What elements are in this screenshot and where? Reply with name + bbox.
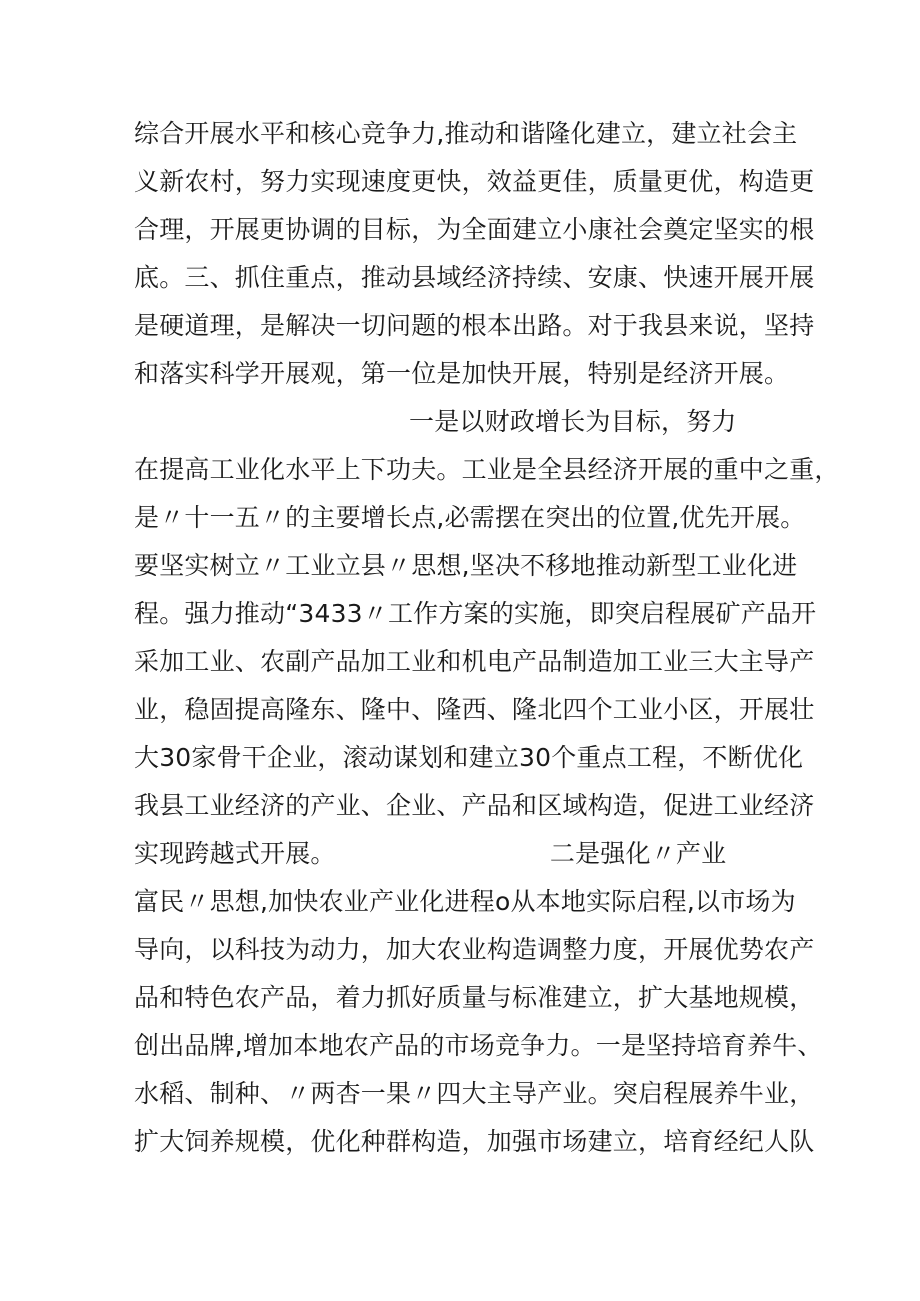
text-line: 义新农村，努力实现速度更快，效益更佳，质量更优，构造更 bbox=[134, 167, 815, 196]
text-line: 我县工业经济的产业、企业、产品和区域构造，促进工业经济 bbox=[134, 791, 815, 820]
text-line: 实现跨越式开展。 二是强化〃产业 bbox=[134, 839, 727, 868]
text-line: 品和特色农产品，着力抓好质量与标准建立，扩大基地规模， bbox=[134, 983, 815, 1012]
text-line: 合理，开展更协调的目标，为全面建立小康社会奠定坚实的根 bbox=[134, 215, 815, 244]
text-line: 和落实科学开展观，第一位是加快开展，特别是经济开展。 bbox=[134, 359, 790, 388]
text-line: 在提高工业化水平上下功夫。工业是全县经济开展的重中之重， bbox=[134, 455, 840, 484]
text-line: 水稻、制种、〃两杏一果〃四大主导产业。突启程展养牛业， bbox=[134, 1079, 815, 1108]
text-line: 导向，以科技为动力，加大农业构造调整力度，开展优势农产 bbox=[134, 935, 815, 964]
body-text bbox=[134, 110, 840, 1166]
text-line: 采加工业、农副产品加工业和机电产品制造加工业三大主导产 bbox=[134, 647, 815, 676]
text-line: 创出品牌,增加本地农产品的市场竞争力。一是坚持培育养牛、 bbox=[134, 1031, 823, 1060]
text-line: 一是以财政增长为目标，努力 bbox=[409, 407, 737, 436]
text-line: 是硬道理，是解决一切问题的根本出路。对于我县来说，坚持 bbox=[134, 311, 815, 340]
text-line: 富民〃思想,加快农业产业化进程o从本地实际启程,以市场为 bbox=[134, 887, 796, 916]
text-line: 程。强力推动“3433〃工作方案的实施，即突启程展矿产品开 bbox=[134, 599, 817, 628]
text-line: 业，稳固提高隆东、隆中、隆西、隆北四个工业小区，开展壮 bbox=[134, 695, 815, 724]
text-line: 综合开展水平和核心竞争力,推动和谐隆化建立，建立社会主 bbox=[134, 119, 798, 148]
text-line: 扩大饲养规模，优化种群构造，加强市场建立，培育经纪人队 bbox=[134, 1127, 815, 1156]
text-line: 是〃十一五〃的主要增长点,必需摆在突出的位置,优先开展。 bbox=[134, 503, 806, 532]
text-line: 底。三、抓住重点，推动县域经济持续、安康、快速开展开展 bbox=[134, 263, 815, 292]
text-line: 大30家骨干企业，滚动谋划和建立30个重点工程，不断优化 bbox=[134, 743, 804, 772]
text-line: 要坚实树立〃工业立县〃思想,坚决不移地推动新型工业化进 bbox=[134, 551, 798, 580]
